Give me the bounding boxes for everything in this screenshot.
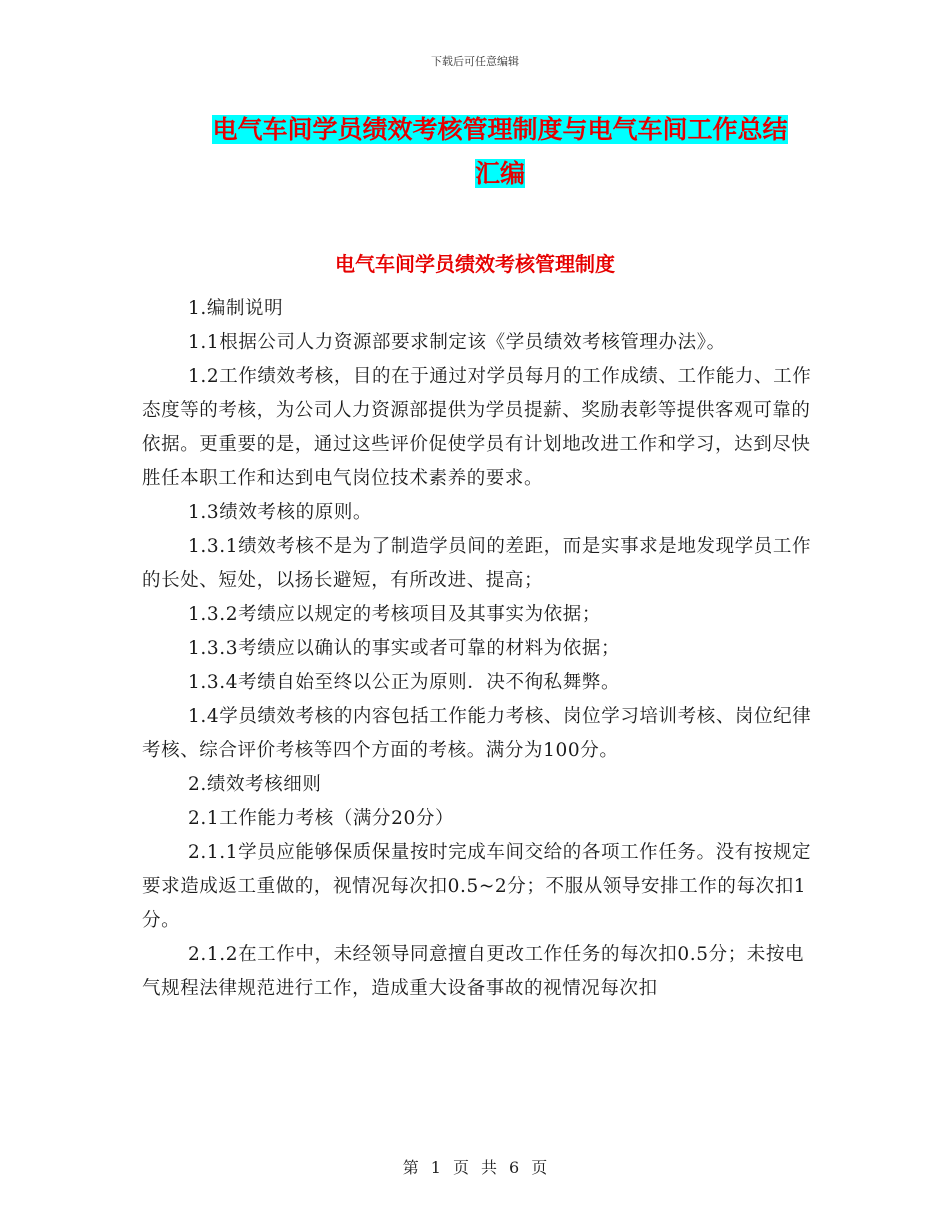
document-body <box>142 292 822 1006</box>
paragraph: 1.3绩效考核的原则。 <box>188 502 373 523</box>
paragraph: 1.3.3考绩应以确认的事实或者可靠的材料为依据； <box>188 638 621 659</box>
paragraph: 1.2工作绩效考核，目的在于通过对学员每月的工作成绩、工作能力、工作态度等的考核，为公司人力资源部提供为学员提薪、奖励表彰等提供客观可靠的依据。更重要的是，通过这些评价促使学员有计划地改进工作和学习，达到尽快胜任本职工作和达到电气岗位技术素养的要求。 <box>142 366 812 489</box>
total-label: 共 <box>481 1158 498 1177</box>
header-note: 下载后可任意编辑 <box>431 55 519 68</box>
paragraph: 1.3.1绩效考核不是为了制造学员间的差距，而是实事求是地发现学员工作的长处、短处，以扬长避短，有所改进、提高； <box>142 536 812 591</box>
document-title-line2: 汇编 <box>474 159 525 188</box>
paragraph: 1.3.2考绩应以规定的考核项目及其事实为依据； <box>188 604 601 625</box>
document-title-line1: 电气车间学员绩效考核管理制度与电气车间工作总结 <box>212 115 788 144</box>
section-title: 电气车间学员绩效考核管理制度 <box>335 252 615 276</box>
total-unit: 页 <box>531 1158 548 1177</box>
page-label: 第 <box>402 1158 419 1177</box>
paragraph: 2.1.2在工作中，未经领导同意擅自更改工作任务的每次扣0.5分；未按电气规程法律规范进行工作，造成重大设备事故的视情况每次扣 <box>142 944 805 999</box>
paragraph: 2.1.1学员应能够保质保量按时完成车间交给的各项工作任务。没有按规定要求造成返工重做的，视情况每次扣0.5~2分；不服从领导安排工作的每次扣1分。 <box>142 842 812 931</box>
page-number: 1 <box>430 1158 441 1177</box>
paragraph: 1.3.4考绩自始至终以公正为原则．决不徇私舞弊。 <box>188 672 621 693</box>
paragraph: 2.1工作能力考核（满分20分） <box>188 808 455 829</box>
paragraph: 2.绩效考核细则 <box>188 774 322 795</box>
page-unit: 页 <box>452 1158 469 1177</box>
page-footer <box>0 1155 950 1178</box>
paragraph: 1.1根据公司人力资源部要求制定该《学员绩效考核管理办法》。 <box>188 332 726 353</box>
page-total: 6 <box>509 1158 520 1177</box>
paragraph: 1.编制说明 <box>188 298 284 319</box>
document-title <box>150 108 850 196</box>
paragraph: 1.4学员绩效考核的内容包括工作能力考核、岗位学习培训考核、岗位纪律考核、综合评价考核等四个方面的考核。满分为100分。 <box>142 706 812 761</box>
